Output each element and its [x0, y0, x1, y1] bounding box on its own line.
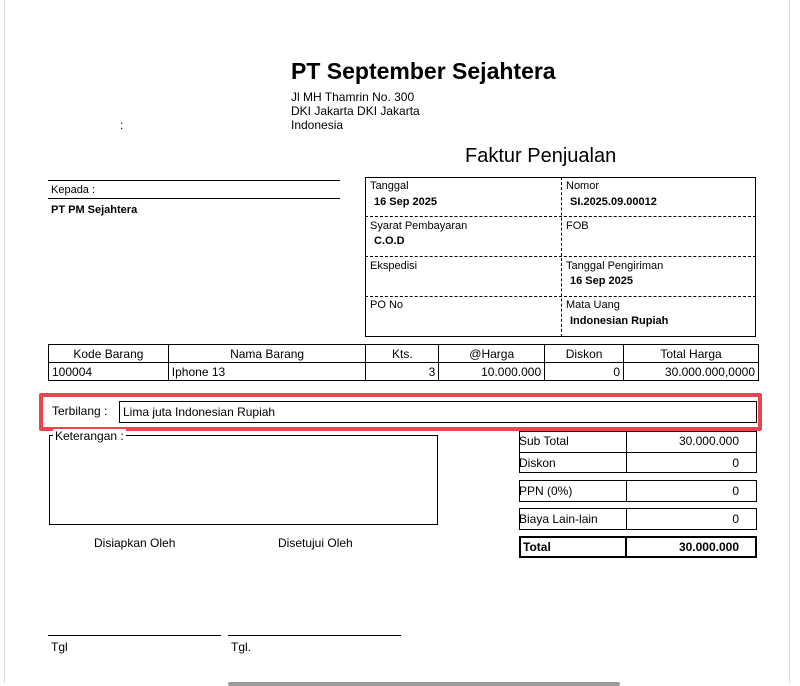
terbilang-label: Terbilang : — [52, 404, 108, 418]
cell-harga: 10.000.000 — [439, 363, 545, 381]
info-grid-row-sep — [365, 296, 756, 297]
nomor-label: Nomor — [566, 180, 600, 192]
sub-total-value: 30.000.000 — [678, 434, 739, 448]
keterangan-label: Keterangan : — [55, 429, 124, 443]
total-divider — [625, 536, 627, 558]
syarat-label: Syarat Pembayaran — [370, 220, 468, 232]
company-address-line-3: Indonesia — [291, 118, 344, 132]
fob-label: FOB — [566, 220, 589, 232]
subtotal-row-sep — [519, 452, 757, 453]
diskon-total-label: Diskon — [519, 456, 556, 470]
cell-kode: 100004 — [49, 363, 169, 381]
items-header-row — [49, 345, 759, 363]
col-header-diskon: Diskon — [545, 345, 624, 363]
company-address-line-1: Jl MH Thamrin No. 300 — [291, 90, 415, 104]
items-table — [48, 344, 759, 381]
total-label: Total — [523, 540, 551, 554]
table-row — [49, 363, 759, 381]
document-title: Faktur Penjualan — [465, 145, 617, 167]
customer-name: PT PM Sejahtera — [51, 204, 138, 216]
sub-total-label: Sub Total — [519, 434, 569, 448]
biaya-divider — [626, 508, 627, 530]
total-value: 30.000.000 — [678, 540, 739, 554]
tgl-left-label: Tgl — [51, 640, 68, 654]
tanggal-value: 16 Sep 2025 — [374, 196, 437, 208]
tgl-right-label: Tgl. — [231, 640, 252, 654]
ppn-value: 0 — [732, 484, 739, 498]
diskon-total-value: 0 — [732, 456, 739, 470]
approved-signature-line — [228, 635, 401, 636]
cell-diskon: 0 — [545, 363, 624, 381]
invoice-page — [4, 0, 790, 683]
customer-top-rule — [48, 180, 340, 181]
empty-field-colon: : — [120, 118, 124, 132]
cell-nama: Iphone 13 — [168, 363, 366, 381]
col-header-kode: Kode Barang — [49, 345, 169, 363]
approved-by-label: Disetujui Oleh — [278, 536, 353, 550]
tanggal-label: Tanggal — [370, 180, 409, 192]
cell-total: 30.000.000,0000 — [624, 363, 759, 381]
ppn-divider — [626, 480, 627, 502]
col-header-kts: Kts. — [366, 345, 439, 363]
prepared-by-label: Disiapkan Oleh — [94, 536, 176, 550]
keterangan-box — [49, 435, 438, 525]
customer-label: Kepada : — [51, 184, 96, 196]
tanggal-pengiriman-value: 16 Sep 2025 — [570, 275, 633, 287]
tanggal-pengiriman-label: Tanggal Pengiriman — [566, 260, 664, 272]
col-header-total: Total Harga — [624, 345, 759, 363]
biaya-value: 0 — [732, 512, 739, 526]
horizontal-scrollbar[interactable] — [228, 682, 620, 686]
info-grid-divider — [561, 177, 562, 337]
info-grid-row-sep — [365, 256, 756, 257]
ekspedisi-label: Ekspedisi — [370, 260, 418, 272]
info-grid-row-sep — [365, 216, 756, 217]
prepared-signature-line — [48, 635, 221, 636]
terbilang-value: Lima juta Indonesian Rupiah — [123, 405, 276, 419]
syarat-value: C.O.D — [374, 235, 405, 247]
company-address-line-2: DKI Jakarta DKI Jakarta — [291, 104, 420, 118]
col-header-nama: Nama Barang — [168, 345, 366, 363]
mata-uang-label: Mata Uang — [566, 299, 620, 311]
ppn-label: PPN (0%) — [519, 484, 573, 498]
col-header-harga: @Harga — [439, 345, 545, 363]
company-name: PT September Sejahtera — [291, 58, 556, 84]
biaya-label: Biaya Lain-lain — [519, 512, 598, 526]
mata-uang-value: Indonesian Rupiah — [570, 315, 669, 327]
nomor-value: SI.2025.09.00012 — [570, 196, 657, 208]
customer-label-rule — [48, 198, 340, 199]
po-label: PO No — [370, 299, 404, 311]
cell-kts: 3 — [366, 363, 439, 381]
